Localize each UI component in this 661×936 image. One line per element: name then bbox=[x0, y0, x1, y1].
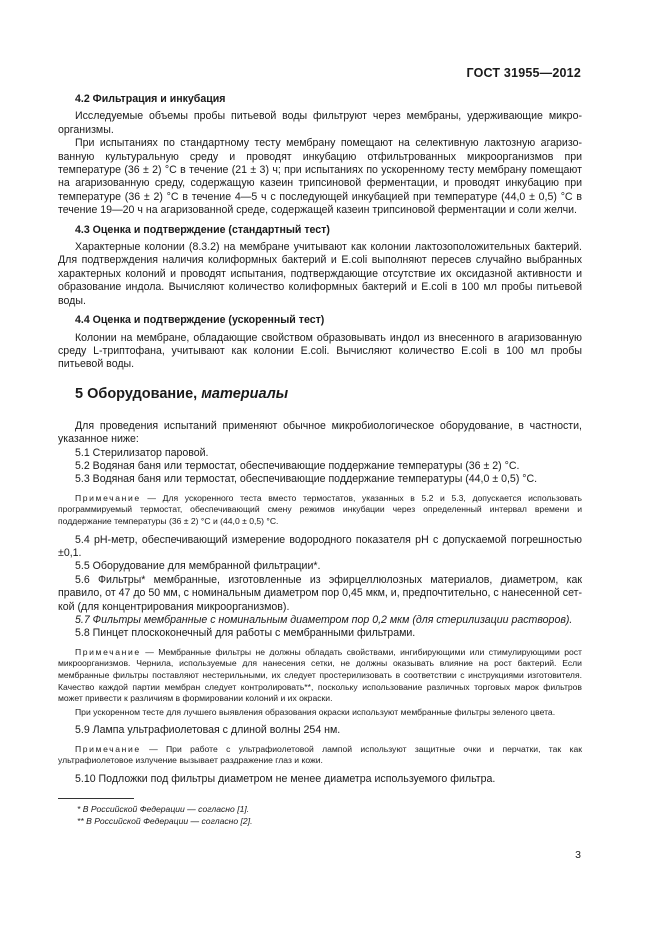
section-5-title-italic: материалы bbox=[201, 385, 289, 402]
note-2-continued: При ускоренном тесте для лучшего выявления образования окраски используют мембранные фильтры зеленого цвета. bbox=[75, 706, 556, 717]
section-4-3-p1: Характерные колонии (8.3.2) на мембране учитывают как колонии лактозоположительных бактерий. Для подтверждения наличия колиформных бактерий и E.coli выполняют пересев случайно выбранных характерных колоний и проводят испытания, подтверждающие отсутствие их оксидазной активности и образование индола. Вычисляют количество колиформных бактерий и E.coli в 100 мл пробы питьевой воды. bbox=[58, 241, 582, 307]
page-content bbox=[58, 93, 582, 827]
footnote-separator bbox=[58, 798, 134, 799]
note-2-label: Примечание bbox=[75, 646, 141, 657]
item-5-10: 5.10 Подложки под фильтры диаметром не менее диаметра используемого фильтра. bbox=[75, 772, 496, 785]
section-4-2-title: 4.2 Фильтрация и инкубация bbox=[75, 93, 226, 105]
section-4-3-title: 4.3 Оценка и подтверждение (стандартный тест) bbox=[75, 223, 330, 236]
note-2 bbox=[58, 647, 582, 705]
section-5-intro: Для проведения испытаний применяют обычное микробиологическое оборудование, в частности, указанное ниже: bbox=[58, 419, 582, 446]
note-1-text: — Для ускоренного теста вместо термостатов, указанных в 5.2 и 5.3, допускается использовать программируемый термостат, обеспечивающий смену режимов инкубации через определенный интервал времени и поддержание температуры (36 ± 2) °С и (44,0 ± 0,5) °С. bbox=[58, 492, 582, 526]
note-1 bbox=[58, 493, 582, 528]
item-5-3: 5.3 Водяная баня или термостат, обеспечивающие поддержание температуры (44,0 ± 0,5) °С. bbox=[75, 473, 538, 486]
footnote-1: * В Российской Федерации — согласно [1]. bbox=[77, 804, 250, 815]
section-4-2-p1: Исследуемые объемы пробы питьевой воды фильтруют через мембраны, удерживающие микроорганизмы. bbox=[58, 110, 582, 136]
section-4-4-p1: Колонии на мембране, обладающие свойством образовывать индол из внесенного в агаризованную среду L-триптофана, учитывают как колонии E.coli. Вычисляют количество E.coli в 100 мл пробы питьевой воды. bbox=[58, 331, 582, 371]
note-3-text: — При работе с ультрафиолетовой лампой используют защитные очки и перчатки, так как ультрафиолетовое излучение вызывает раздражение глаз и кожи. bbox=[58, 743, 582, 766]
note-3-label: Примечание bbox=[75, 743, 141, 754]
page-number: 3 bbox=[575, 849, 581, 861]
item-5-1: 5.1 Стерилизатор паровой. bbox=[75, 446, 209, 459]
footnote-2: ** В Российской Федерации — согласно [2]. bbox=[77, 816, 253, 827]
section-5-title bbox=[75, 386, 582, 402]
section-4-2-p2: При испытаниях по стандартному тесту мембрану помещают на селективную лактозную агаризованную культуральную среду и проводят инкубацию отфильтрованных микроорганизмов при температуре (36 ± 2) °С в течение (21 ± 3) ч; при испытаниях по ускоренному тесту мембрану помещают на агаризованную среду, содержащую казеин трипсиновой ферментации, и проводят инкубацию при температуре (36 ± 2) °С в течение 4—5 ч с последующей инкубацией при температуре (44,0 ± 0,5) °С в течение 19—20 ч на агаризованной среде, содержащей казеин трипсиновой ферментации и соли желчи. bbox=[58, 137, 582, 217]
note-1-label: Примечание bbox=[75, 492, 141, 503]
item-5-4: 5.4 pH-метр, обеспечивающий измерение водородного показателя pH с допускаемой погрешностью ±0,1. bbox=[58, 533, 582, 559]
item-5-6: 5.6 Фильтры* мембранные, изготовленные из эфирцеллюлозных материалов, диаметром, как правило, от 47 до 50 мм, с номинальным диаметром пор 0,45 мкм, и, предпочтительно, с нанесенной сеткой (для концентрирования микроорганизмов). bbox=[58, 573, 582, 613]
item-5-5: 5.5 Оборудование для мембранной фильтрации*. bbox=[75, 560, 321, 573]
section-4-4-title: 4.4 Оценка и подтверждение (ускоренный тест) bbox=[75, 314, 325, 327]
note-2-text: — Мембранные фильтры не должны обладать свойствами, ингибирующими или стимулирующими рост микроорганизмов. Чернила, используемые для нанесения сетки, не должны оказывать влияние на рост бактерий. Если мембранные фильтры поставляют нестерильными, их следует простерилизовать в соответствии с инструкциями изготовителя. Качество каждой партии мембран следует контролировать**, поскольку использование различных торговых марок фильтров может привести к различиям в формировании колоний и их окраски. bbox=[58, 646, 582, 704]
document-header: ГОСТ 31955—2012 bbox=[466, 66, 581, 80]
item-5-9: 5.9 Лампа ультрафиолетовая с длиной волны 254 нм. bbox=[75, 724, 341, 737]
note-3 bbox=[58, 744, 582, 767]
section-5-title-text: 5 Оборудование, bbox=[75, 385, 202, 402]
item-5-7: 5.7 Фильтры мембранные с номинальным диаметром пор 0,2 мкм (для стерилизации растворов). bbox=[75, 613, 573, 626]
item-5-8: 5.8 Пинцет плоскоконечный для работы с мембранными фильтрами. bbox=[75, 627, 416, 640]
item-5-2: 5.2 Водяная баня или термостат, обеспечивающие поддержание температуры (36 ± 2) °С. bbox=[75, 459, 520, 472]
